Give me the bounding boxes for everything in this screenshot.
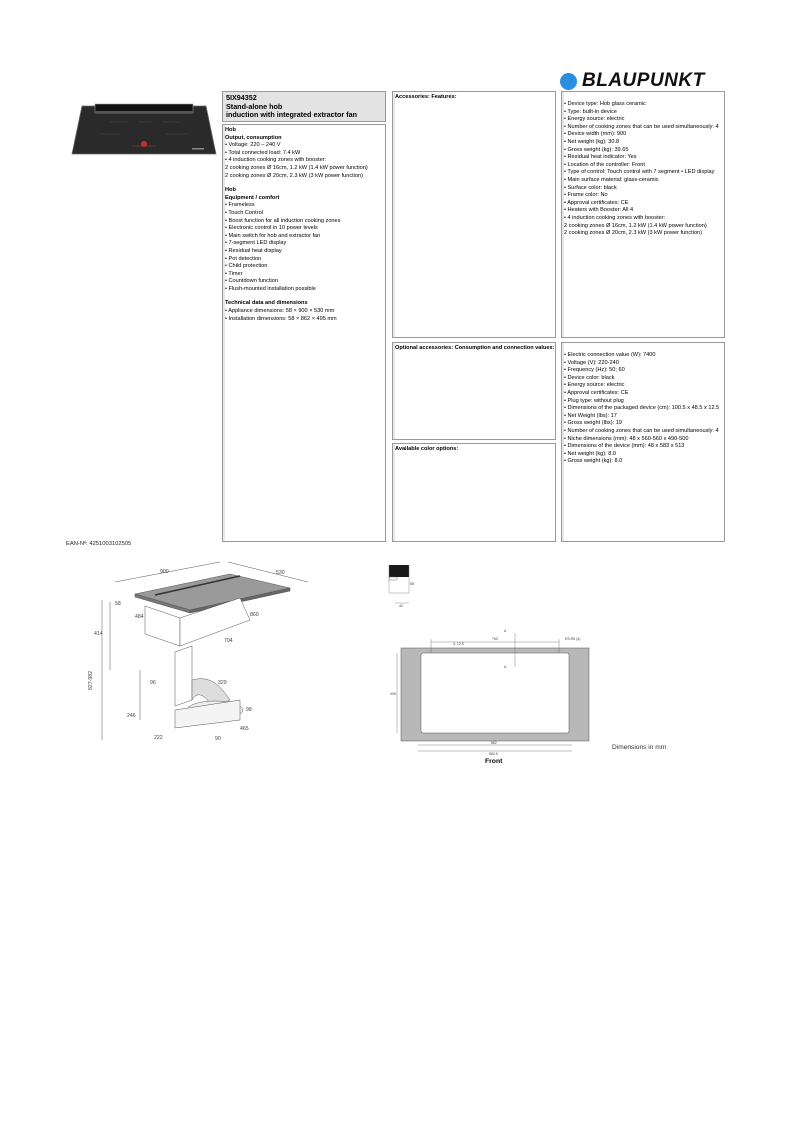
list-item: • Electric connection value (W): 7400 (564, 352, 656, 358)
features-box (561, 91, 725, 338)
brand-logo (560, 70, 705, 92)
section-subheading: Output, consumption (225, 134, 282, 141)
section-a-top: A (504, 629, 507, 633)
list-item: • Voltage (V): 220-240 (564, 359, 619, 366)
connection-values-box (561, 342, 725, 542)
list-item: • Main switch for hob and extractor fan (225, 232, 321, 239)
list-item: 2 cooking zones Ø 16cm, 1.2 kW (1.4 kW power function) (225, 164, 368, 171)
list-item: • Installation dimensions: 58 × 862 × 495 mm (225, 315, 337, 322)
section-heading: Hob (225, 187, 236, 194)
list-item: • Energy source: electric (564, 116, 625, 123)
list-item: • Device color: black (564, 374, 615, 381)
cutout-drawing-icon (385, 625, 605, 760)
list-item: • Net weight (kg): 30.8 (564, 138, 620, 145)
list-item: • Heaters with Booster: All 4 (564, 207, 634, 214)
color-options-box (392, 443, 556, 542)
list-item: • Pot detection (225, 255, 262, 262)
list-item: • Total connected load: 7.4 kW (225, 149, 301, 156)
list-item: 2 cooking zones Ø 20cm, 2.3 kW (3 kW power function) (564, 230, 703, 237)
list-item: 2 cooking zones Ø 20cm, 2.3 kW (3 kW power function) (225, 172, 364, 179)
dim-4-12-5: 4, 12.5 (453, 642, 464, 646)
list-item: • Boost function for all induction cooking zones (225, 217, 341, 224)
list-item: • 4 induction cooking zones with booster: (225, 157, 327, 164)
dim-484: 484 (135, 614, 144, 620)
list-item: • Frequency (Hz): 50; 60 (564, 367, 625, 374)
logo-dot-icon (560, 73, 577, 90)
dim-90: 90 (215, 736, 221, 742)
product-name-line1: Stand-alone hob (226, 101, 283, 111)
list-item: • Frame color: No (564, 192, 608, 199)
section-heading: Technical data and dimensions (225, 300, 308, 307)
dim-900: 900 (160, 569, 169, 575)
dim-862: 862 (491, 741, 497, 745)
list-item: • Main surface material: glass-ceramic (564, 176, 659, 183)
list-item: • Voltage: 220 – 240 V (225, 142, 281, 149)
list-item: • Net Weight (lbs): 17 (564, 412, 617, 419)
section-subheading: Equipment / comfort (225, 194, 280, 201)
list-item: • Approval certificates: CE (564, 389, 629, 396)
list-item: • Type of control: Touch control with 7 segment • LED display (564, 169, 715, 176)
dim-862-5: 862.5 (489, 752, 498, 756)
list-item: • Type: built-in device (564, 108, 617, 115)
list-item: • Flush-mounted installation possible (225, 285, 316, 292)
section-heading: Hob (225, 127, 236, 133)
dim-246: 246 (127, 713, 136, 719)
list-item: • Energy source: electric (564, 382, 625, 389)
dim-58: 58 (115, 601, 121, 607)
dim-329: 329 (218, 680, 227, 686)
dim-530: 530 (276, 570, 285, 576)
list-item: • Gross weight (lbs): 19 (564, 420, 622, 427)
list-item: • Number of cooking zones that can be used simultaneously: 4 (564, 123, 719, 130)
list-item: • Location of the controller: Front (564, 161, 645, 168)
list-item: • Device type: Hob glass ceramic (564, 101, 646, 107)
list-item: • Child protection (225, 263, 268, 270)
list-item: • Approval certificates: CE (564, 199, 629, 206)
installation-drawing (80, 560, 330, 750)
dimensions-note: Dimensions in mm (612, 744, 667, 751)
list-item: • Appliance dimensions: 58 × 900 × 530 mm (225, 308, 335, 315)
list-item: • Electronic control in 10 power levels (225, 225, 318, 232)
list-item: • Surface color: black (564, 184, 617, 191)
accessories-box (392, 91, 556, 338)
dim-860: 860 (250, 612, 259, 618)
dim-58-profile: 58 (410, 582, 414, 586)
optional-accessories-box (392, 342, 556, 440)
dim-98: 98 (246, 707, 252, 713)
dim-radius: R3-R5 (4) (565, 637, 581, 641)
list-item: • Dimensions of the packaged device (cm): 100.5 x 48.5 x 12.5 (564, 405, 720, 412)
product-image (70, 100, 218, 158)
list-item: • Frameless (225, 202, 255, 209)
list-item: 2 cooking zones Ø 16cm, 1.2 kW (1.4 kW power function) (564, 222, 707, 229)
profile-drawing-icon (385, 563, 415, 608)
optional-accessories-heading: Optional accessories: Consumption and connection values: (395, 345, 555, 351)
list-item: • Plug type: without plug (564, 397, 624, 404)
section-a-bottom: A (504, 665, 507, 669)
dim-96: 96 (150, 680, 156, 686)
list-item: • 4 induction cooking zones with booster: (564, 214, 666, 221)
list-item: • Niche dimensions (mm): 48 x 560-560 x 490-500 (564, 435, 689, 442)
list-item: • Residual heat indicator: Yes (564, 154, 637, 161)
hob-image-icon (70, 100, 218, 158)
list-item: • Gross weight (kg): 39.65 (564, 146, 629, 153)
list-item: • Net weight (kg): 8.0 (564, 450, 617, 457)
list-item: • 7-segment LED display (225, 240, 287, 247)
dim-704: 704 (224, 638, 233, 644)
model-number: 5IX94352 (226, 93, 257, 102)
product-name-line2: induction with integrated extractor fan (226, 110, 357, 120)
list-item: • Number of cooking zones that can be used simultaneously: 4 (564, 427, 719, 434)
dim-222: 222 (154, 735, 163, 741)
front-label: Front (485, 758, 503, 765)
cutout-drawing (385, 625, 605, 760)
list-item: • Touch Control (225, 209, 263, 216)
dim-827-982: 827-982 (88, 670, 94, 690)
dim-40-profile: 40 (399, 604, 403, 608)
list-item: • Gross weight (kg): 8.0 (564, 458, 623, 465)
list-item: • Device width (mm): 900 (564, 131, 627, 138)
list-item: • Timer (225, 270, 243, 277)
dim-495: 495 (390, 692, 396, 696)
list-item: • Countdown function (225, 278, 278, 285)
ean-number: EAN-Nº: 4251003102505 (66, 541, 132, 547)
color-options-heading: Available color options: (395, 446, 459, 452)
dim-414: 414 (94, 631, 103, 637)
accessories-heading: Accessories: Features: (395, 94, 457, 100)
list-item: • Dimensions of the device (mm): 48 x 583 x 513 (564, 443, 685, 450)
dim-465: 465 (240, 726, 249, 732)
dim-760: 760 (492, 637, 498, 641)
product-title-box (222, 91, 386, 122)
logo-text: BLAUPUNKT (582, 70, 705, 91)
profile-drawing (385, 563, 415, 608)
specs-column (222, 124, 386, 542)
isometric-drawing-icon (80, 560, 330, 750)
list-item: • Residual heat display (225, 247, 282, 254)
